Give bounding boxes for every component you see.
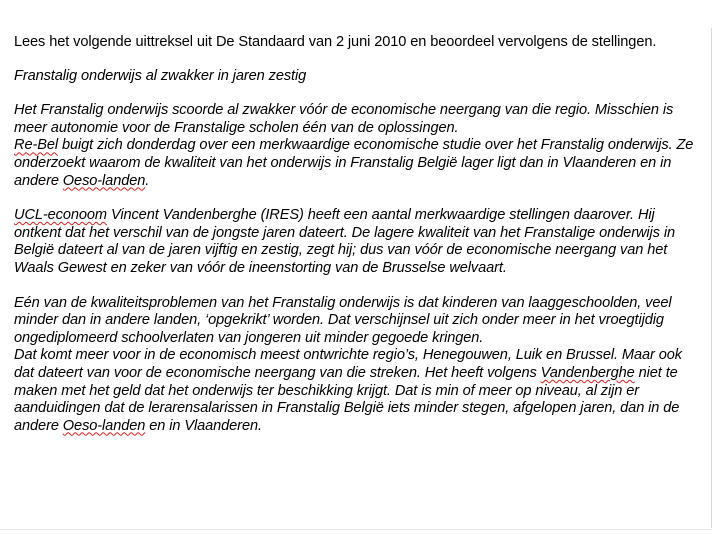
page-edge-bottom — [0, 529, 712, 530]
article-paragraph-2 — [14, 207, 704, 277]
paragraph-3-part-1: Eén van de kwaliteitsproblemen van het Franstalig onderwijs is dat kinderen van laaggeschoolden, veel minder dan in andere landen, ‘opgekrikt’ worden. Dat verschijnsel uit zich onder meer in het vroegtijdig ongediplomeerd schoolverlaten van jongeren uit minder gegoede kringen. — [14, 294, 672, 346]
paragraph-2-body: Vincent Vandenberghe (IRES) heeft een aantal merkwaardige stellingen daarover. Hij ontkent dat het verschil van de jongste jaren dateert. De lagere kwaliteit van het Franstalige onderwijs in België dateert al van de jaren vijftig en zestig, zegt hij; dus van vóór de economische neergang van het Waals Gewest en zeker van vóór de ineenstorting van de Brusselse welvaart. — [14, 207, 675, 276]
intro-instruction: Lees het volgende uittreksel uit De Standaard van 2 juni 2010 en beoordeel vervolgens de stellingen. — [14, 34, 657, 50]
spellcheck-mark-vandenberghe: Vandenberghe — [540, 364, 635, 381]
spellcheck-mark-oeso: Oeso-landen — [62, 172, 146, 189]
spellcheck-mark-ucl: UCL-econoom — [14, 207, 107, 224]
paragraph-1-end: . — [145, 172, 150, 189]
page-edge-right — [711, 28, 712, 528]
document-body — [14, 34, 704, 435]
paragraph-3-part-2: Dat komt meer voor in de economisch meest ontwrichte regio’s, Henegouwen, Luik en Brussel. Maar ook dat dateert van voor de economische neergang van die streken. Het heeft volgens — [14, 347, 682, 381]
paragraph-1-intro: Het Franstalig onderwijs scoorde al zwakker vóór de economische neergang van die regio. Misschien is meer autonomie voor de Franstalige scholen één van de oplossingen. — [14, 102, 674, 136]
article-paragraph-3 — [14, 295, 704, 436]
spellcheck-mark-rebel: Re-Bel — [14, 137, 59, 154]
article-excerpt — [14, 68, 704, 436]
spellcheck-mark-oeso-2: Oeso-landen — [62, 417, 146, 434]
paragraph-1-body: buigt zich donderdag over een merkwaardige economische studie over het Franstalig onderwijs. Ze onderzoekt waarom de kwaliteit van het onderwijs in Franstalig België lager ligt dan in Vlaanderen en in andere — [14, 137, 694, 189]
article-paragraph-1 — [14, 102, 704, 190]
paragraph-3-part-4: en in Vlaanderen. — [145, 417, 262, 434]
paragraph-3-part-3: niet te maken met het geld dat het onderwijs ter beschikking krijgt. Dat is min of meer op niveau, al zijn er aanduidingen dat de lerarensalarissen in Franstalig België iets minder stegen, afgelopen jaren, dan in de andere — [14, 364, 680, 434]
article-headline: Franstalig onderwijs al zwakker in jaren zestig — [14, 67, 307, 84]
